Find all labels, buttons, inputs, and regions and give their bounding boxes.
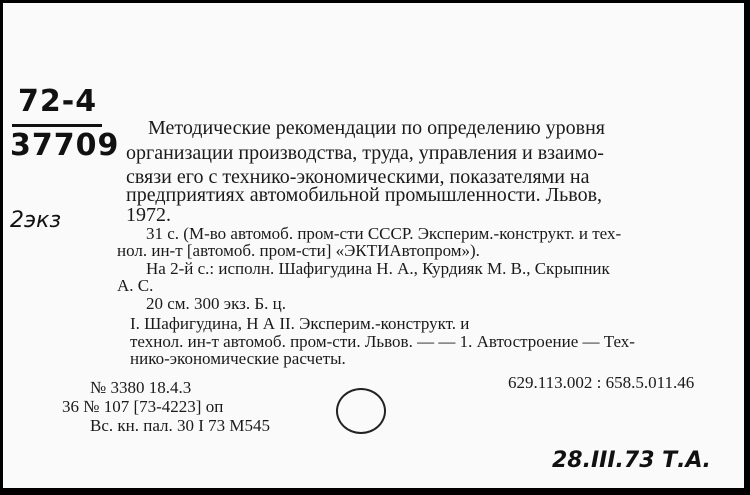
description-line: нол. ин-т [автомоб. пром-сти] «ЭКТИАвтопром»). <box>117 241 480 260</box>
title-line: 1972. <box>126 204 171 226</box>
title-line: Методические рекомендации по определению уровня <box>148 117 606 139</box>
card-top-edge <box>0 0 750 3</box>
handwritten-class-number: 72-4 <box>18 84 98 119</box>
card-left-edge <box>0 0 3 495</box>
description-line: На 2-й с.: исполн. Шафигудина Н. А., Курдияк М. В., Скрыпник <box>146 259 610 278</box>
class-number-underline <box>12 124 102 127</box>
handwritten-copies-note: 2экз <box>10 208 62 233</box>
title-line: организации производства, труда, управления и взаимо- <box>126 142 604 164</box>
handwritten-date-initials: 28.III.73 Т.А. <box>552 448 711 473</box>
description-line: 20 см. 300 экз. Б. ц. <box>146 294 286 313</box>
accession-line: Вс. кн. пал. 30 I 73 М545 <box>90 416 271 435</box>
description-line: технол. ин-т автомоб. пром-сти. Львов. — — 1. Автостроение — Тех- <box>130 332 635 351</box>
stamp-circle <box>336 388 386 434</box>
description-line: нико-экономические расчеты. <box>130 349 346 368</box>
description-line: А. С. <box>117 276 154 295</box>
description-line: 31 с. (М-во автомоб. пром-сти СССР. Эксперим.-конструкт. и тех- <box>146 224 622 243</box>
handwritten-call-number: 37709 <box>10 128 120 163</box>
title-line: предприятиях автомобильной промышленности. Львов, <box>126 184 603 206</box>
accession-line: 36 № 107 [73-4223] оп <box>62 397 224 416</box>
accession-line: № 3380 18.4.3 <box>90 378 192 397</box>
description-line: I. Шафигудина, Н А II. Эксперим.-конструкт. и <box>130 314 470 333</box>
card-right-edge <box>744 0 750 495</box>
card-bottom-edge <box>0 488 750 495</box>
udc-code: 629.113.002 : 658.5.011.46 <box>508 373 695 392</box>
title-line: связи его с технико-экономическими, показателями на <box>126 166 590 188</box>
